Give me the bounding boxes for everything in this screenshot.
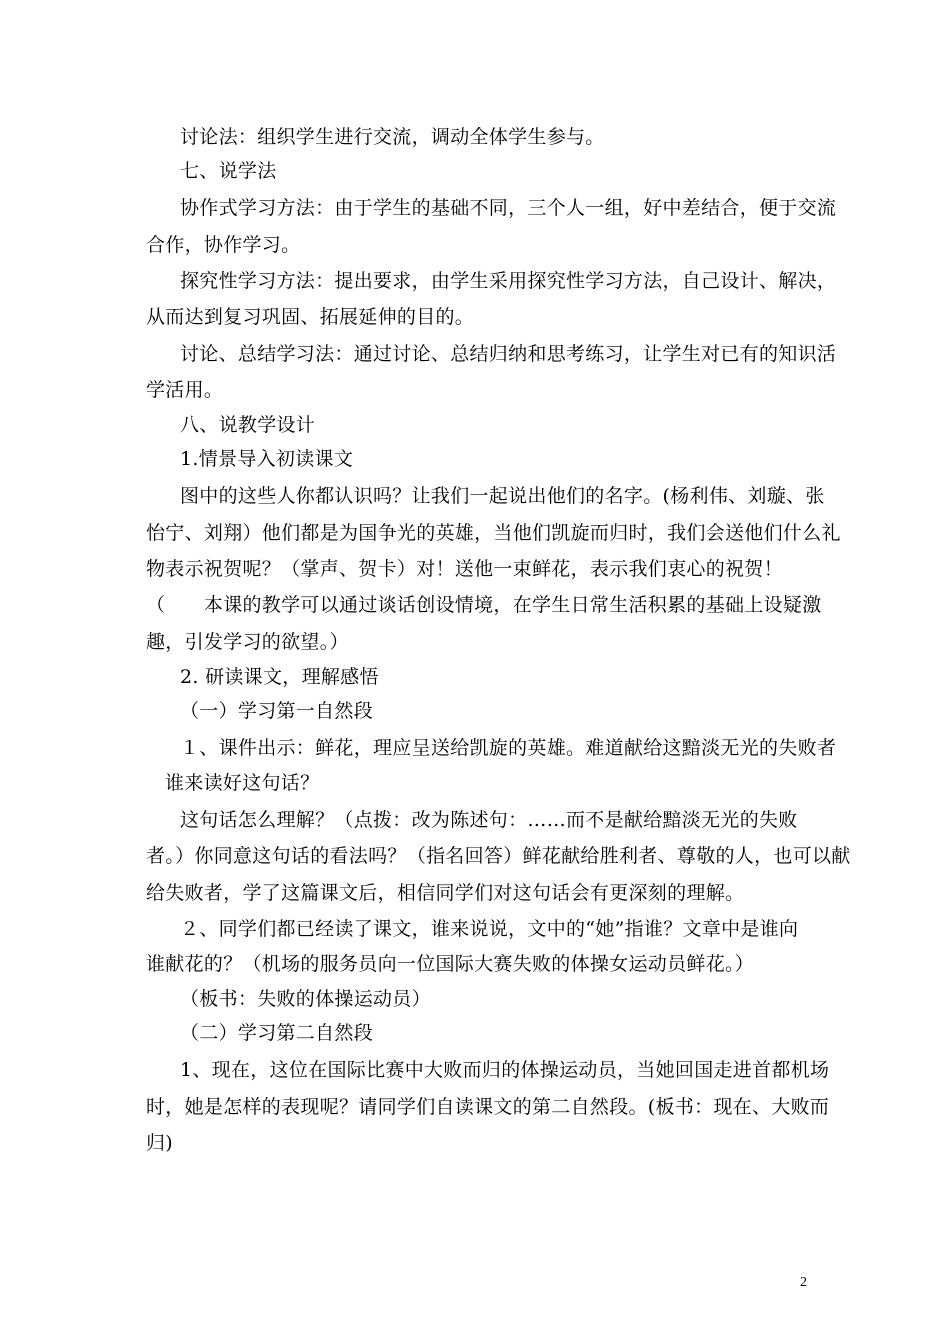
subsection-heading: 2. 研读课文，理解感悟 <box>180 666 379 688</box>
text-line: 探究性学习方法：提出要求，由学生采用探究性学习方法，自己设计、解决， <box>180 270 837 292</box>
text-line: １、课件出示：鲜花，理应呈送给凯旋的英雄。难道献给这黯淡无光的失败者 <box>180 737 837 759</box>
subsection-heading: （二）学习第二自然段 <box>180 1022 374 1044</box>
text-line: 谁献花的？（机场的服务员向一位国际大赛失败的体操女运动员鲜花。） <box>146 953 755 975</box>
text-line: 学活用。 <box>146 379 224 401</box>
text-line: 讨论法：组织学生进行交流，调动全体学生参与。 <box>180 126 605 148</box>
text-line: 物表示祝贺呢？（掌声、贺卡）对！送他一束鲜花，表示我们衷心的祝贺！ <box>146 558 783 580</box>
section-heading: 七、说学法 <box>180 160 277 182</box>
text-line: （ 本课的教学可以通过谈话创设情境，在学生日常生活积累的基础上设疑激 <box>146 594 822 616</box>
text-line: 怡宁、刘翔）他们都是为国争光的英雄，当他们凯旋而归时，我们会送他们什么礼 <box>146 522 841 544</box>
text-line: 给失败者，学了这篇课文后，相信同学们对这句话会有更深刻的理解。 <box>146 882 745 904</box>
text-line: 趣，引发学习的欲望。） <box>146 631 349 653</box>
text-line: 这句话怎么理解？（点拨：改为陈述句：……而不是献给黯淡无光的失败 <box>180 809 798 831</box>
text-line: 图中的这些人你都认识吗？让我们一起说出他们的名字。(杨利伟、刘璇、张 <box>180 485 825 507</box>
text-line: ２、同学们都已经读了课文，谁来说说，文中的“她”指谁？文章中是谁向 <box>180 918 799 940</box>
text-line: 合作，协作学习。 <box>146 234 301 256</box>
text-line: 讨论、总结学习法：通过讨论、总结归纳和思考练习，让学生对已有的知识活 <box>180 343 837 365</box>
text-line: 1、现在，这位在国际比赛中大败而归的体操运动员，当她回国走进首都机场 <box>180 1059 830 1081</box>
text-line: 时，她是怎样的表现呢？请同学们自读课文的第二自然段。(板书：现在、大败而 <box>146 1096 830 1118</box>
text-line: （板书：失败的体操运动员） <box>180 988 431 1010</box>
subsection-heading: （一）学习第一自然段 <box>180 700 374 722</box>
text-line: 协作式学习方法：由于学生的基础不同，三个人一组，好中差结合，便于交流 <box>180 197 837 219</box>
text-line: 者。）你同意这句话的看法吗？（指名回答）鲜花献给胜利者、尊敬的人，也可以献 <box>146 845 851 867</box>
text-line: 从而达到复习巩固、拓展延伸的目的。 <box>146 306 475 328</box>
subsection-heading: 1.情景导入初读课文 <box>180 448 354 470</box>
page-number: 2 <box>800 1275 807 1290</box>
section-heading: 八、说教学设计 <box>180 414 316 436</box>
text-line: 谁来读好这句话？ <box>165 772 320 794</box>
text-line: 归) <box>146 1132 174 1154</box>
